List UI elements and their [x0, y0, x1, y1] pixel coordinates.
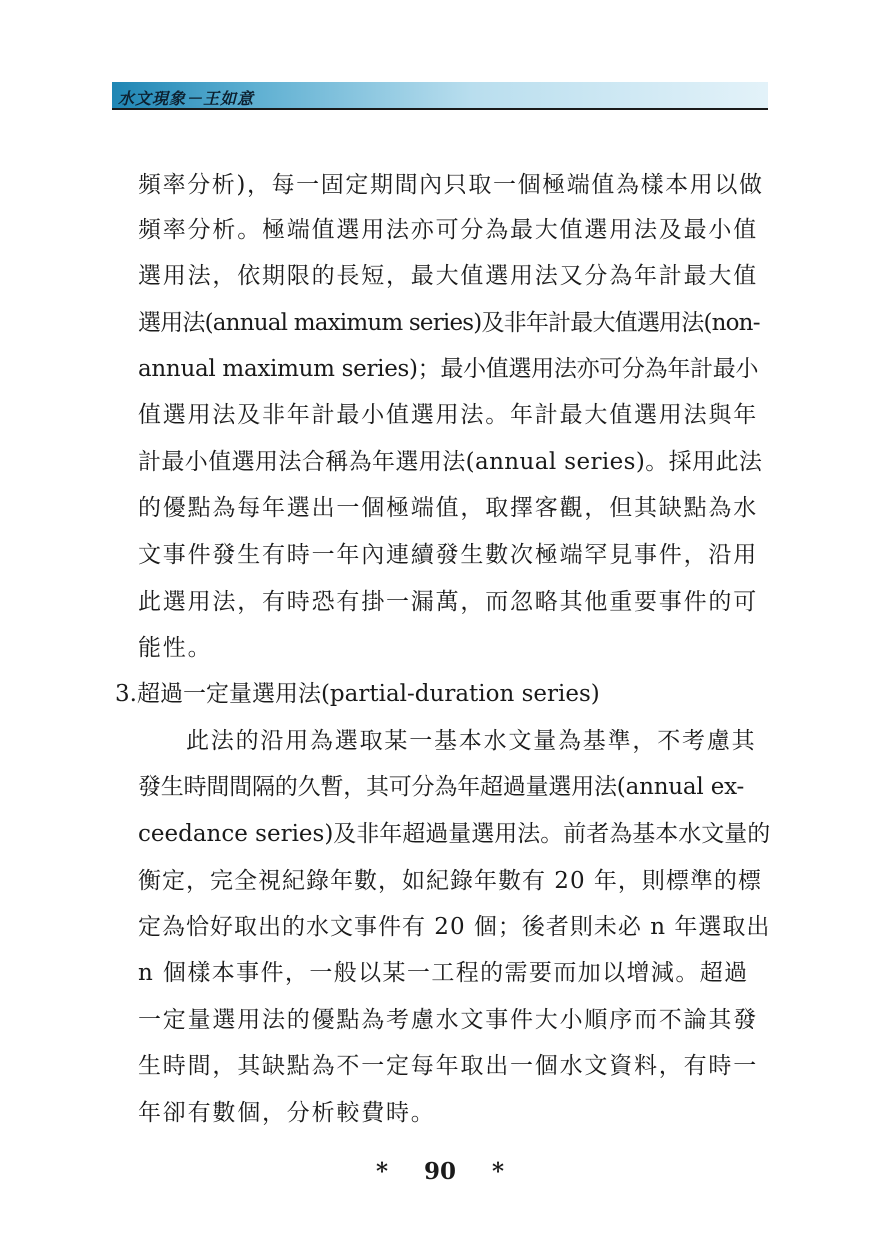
body-line: 發生時間間隔的久暫，其可分為年超過量選用法(annual ex- — [138, 774, 745, 800]
body-line: ceedance series)及非年超過量選用法。前者為基本水文量的 — [138, 821, 771, 847]
body-line: 文事件發生有時一年內連續發生數次極端罕見事件，沿用 — [138, 542, 758, 568]
footer-star-left: * — [375, 1158, 388, 1185]
footer-star-right: * — [492, 1158, 505, 1185]
page-number: 90 — [423, 1158, 456, 1185]
running-header-title: 水文現象－王如意 — [118, 89, 255, 108]
body-line: 頻率分析)，每一固定期間內只取一個極端值為樣本用以做 — [138, 172, 764, 198]
body-line: 此法的沿用為選取某一基本水文量為基準，不考慮其 — [186, 728, 757, 754]
page-footer — [0, 1158, 880, 1185]
body-line: 的優點為每年選出一個極端值，取擇客觀，但其缺點為水 — [138, 495, 758, 521]
body-line: 衡定，完全視紀錄年數，如紀錄年數有 20 年，則標準的標 — [138, 868, 762, 894]
body-line: 選用法，依期限的長短，最大值選用法又分為年計最大值 — [138, 263, 758, 289]
body-line: annual maximum series)；最小值選用法亦可分為年計最小 — [138, 356, 759, 382]
body-line: 此選用法，有時恐有掛一漏萬，而忽略其他重要事件的可 — [138, 589, 758, 615]
body-line: 選用法(annual maximum series)及非年計最大值選用法(non- — [138, 310, 760, 336]
body-line: 頻率分析。極端值選用法亦可分為最大值選用法及最小值 — [138, 217, 758, 243]
body-line: 定為恰好取出的水文事件有 20 個；後者則未必 n 年選取出 — [138, 914, 771, 940]
body-line: 一定量選用法的優點為考慮水文事件大小順序而不論其發 — [138, 1007, 758, 1033]
section-heading: 3.超過一定量選用法(partial-duration series) — [115, 681, 600, 707]
body-line: 計最小值選用法合稱為年選用法(annual series)。採用此法 — [138, 449, 763, 475]
header-rule — [112, 108, 768, 110]
body-line: 年卻有數個，分析較費時。 — [138, 1100, 436, 1126]
body-line: n 個樣本事件，一般以某一工程的需要而加以增減。超過 — [138, 960, 749, 986]
body-line: 能性。 — [138, 635, 213, 661]
body-line: 生時間，其缺點為不一定每年取出一個水文資料，有時一 — [138, 1053, 758, 1079]
body-line: 值選用法及非年計最小值選用法。年計最大值選用法與年 — [138, 402, 758, 428]
